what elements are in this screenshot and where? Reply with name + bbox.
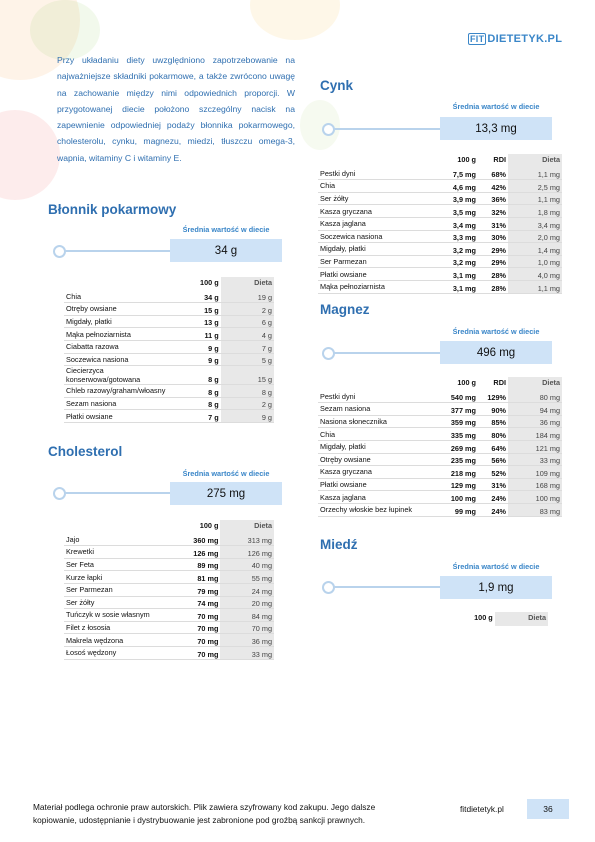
cell-product: Ser Parmezan [64,583,167,596]
cell-value: 70 mg [167,634,220,647]
cell-value: 3,4 mg [422,217,478,230]
cell-diet: 2,5 mg [508,180,562,193]
cell-diet: 19 g [221,291,274,303]
cell-value: 335 mg [422,428,478,441]
cell-value: 3,2 mg [422,243,478,256]
cell-diet: 1,1 mg [508,168,562,180]
page-number: 36 [527,799,569,819]
cell-product: Kasza gryczana [318,205,422,218]
cell-diet: 20 mg [220,596,274,609]
cell-value: 359 mg [422,415,478,428]
cell-diet: 40 mg [220,558,274,571]
table-row [318,230,562,243]
cell-product: Chia [318,428,422,441]
table-row [64,385,274,398]
cell-diet: 70 mg [220,621,274,634]
cell-product: Płatki owsiane [318,268,422,281]
cell-diet: 100 mg [508,491,562,504]
col-header-name [318,154,422,168]
cell-diet: 4,0 mg [508,268,562,281]
table-row [318,180,562,193]
cholesterol-table [64,520,274,660]
col-header-100g: 100 g [474,613,493,623]
table-row [64,366,274,385]
cell-product: Krewetki [64,546,167,559]
cell-value: 64% [478,440,508,453]
cell-product: Mąka pełnoziarnista [64,328,168,341]
decorative-fruit [300,100,340,150]
cell-product: Migdały, płatki [64,315,168,328]
table-row [318,503,562,516]
cell-value: 42% [478,180,508,193]
cell-product: Otręby owsiane [318,453,422,466]
cell-value: 56% [478,453,508,466]
average-value-box: 1,9 mg [440,576,552,599]
cell-diet: 184 mg [508,428,562,441]
cell-value: 9 g [168,340,221,353]
cell-diet: 6 g [221,315,274,328]
cell-diet: 36 mg [220,634,274,647]
average-value-box: 13,3 mg [440,117,552,140]
slider-track [55,250,175,252]
table-row [318,453,562,466]
cell-product: Ciecierzyca konserwowa/gotowana [64,366,168,385]
cell-product: Sezam nasiona [64,397,168,410]
cell-value: 29% [478,255,508,268]
cell-value: 3,5 mg [422,205,478,218]
cell-value: 30% [478,230,508,243]
cell-value: 13 g [168,315,221,328]
cell-diet: 33 mg [508,453,562,466]
cell-value: 70 mg [167,646,220,659]
cell-value: 80% [478,428,508,441]
magnesium-table [318,377,562,517]
slider-knob [53,245,66,258]
cell-value: 28% [478,268,508,281]
cell-diet: 5 g [221,353,274,366]
section-title-magnesium: Magnez [320,302,370,317]
cell-value: 90% [478,403,508,416]
cell-product: Chleb razowy/graham/włoasny [64,385,168,398]
zinc-table [318,154,562,294]
cell-product: Chia [318,180,422,193]
table-row [64,315,274,328]
table-row [64,291,274,303]
table-row [64,534,274,546]
fiber-table [64,277,274,423]
cell-value: 28% [478,280,508,293]
cell-value: 7,5 mg [422,168,478,180]
cell-diet: 4 g [221,328,274,341]
table-row [318,478,562,491]
avg-label: Średnia wartość w diecie [182,225,270,234]
cell-product: Chia [64,291,168,303]
cell-product: Soczewica nasiona [318,230,422,243]
cell-product: Płatki owsiane [318,478,422,491]
table-row [64,546,274,559]
table-row [64,621,274,634]
cell-value: 32% [478,205,508,218]
cell-value: 377 mg [422,403,478,416]
cell-diet: 55 mg [220,571,274,584]
cell-product: Filet z łososia [64,621,167,634]
cell-value: 218 mg [422,466,478,479]
cell-product: Mąka pełnoziarnista [318,280,422,293]
slider-track [328,352,448,354]
table-row [318,280,562,293]
cell-product: Kasza jaglana [318,491,422,504]
cell-diet: 2,0 mg [508,230,562,243]
table-row [318,168,562,180]
col-header: RDI [493,378,506,388]
cell-diet: 109 mg [508,466,562,479]
table-row [318,268,562,281]
cell-value: 235 mg [422,453,478,466]
cell-value: 100 mg [422,491,478,504]
cell-value: 3,2 mg [422,255,478,268]
cell-diet: 9 g [221,410,274,423]
decorative-fruit [250,0,340,40]
cell-product: Migdały, płatki [318,243,422,256]
cell-value: 129% [478,391,508,403]
cell-value: 3,1 mg [422,268,478,281]
intro-paragraph: Przy układaniu diety uwzględniono zapotrzebowanie na najważniejsze składniki pokarmowe, a także zwrócono uwagę na zachowanie między nimi odpowiednich proporcji. W przygotowanej diecie położono szczególny nacisk na zapewnienie odpowiedniej podaży błonnika pokarmowego, cholesterolu, cynku, magnezu, miedzi, tłuszczu omega-3, wapnia, witaminy C i witaminy E. [57,55,295,163]
table-row [64,646,274,659]
col-header: 100 g [457,378,476,388]
table-row [64,303,274,316]
table-row [318,466,562,479]
cell-value: 85% [478,415,508,428]
cell-diet: 2 g [221,397,274,410]
cell-diet: 1,4 mg [508,243,562,256]
cell-value: 24% [478,503,508,516]
cell-diet: 1,1 mg [508,192,562,205]
table-row [318,415,562,428]
cell-diet: 121 mg [508,440,562,453]
cell-product: Ser Feta [64,558,167,571]
cell-value: 31% [478,217,508,230]
cell-diet: 1,1 mg [508,280,562,293]
cell-product: Ser żółty [318,192,422,205]
footer-site-link[interactable]: fitdietetyk.pl [460,804,504,814]
cell-value: 89 mg [167,558,220,571]
cell-diet: 80 mg [508,391,562,403]
cell-product: Soczewica nasiona [64,353,168,366]
cell-value: 24% [478,491,508,504]
cell-value: 81 mg [167,571,220,584]
section-title-fiber: Błonnik pokarmowy [48,202,177,217]
section-title-copper: Miedź [320,537,358,552]
cell-product: Pestki dyni [318,391,422,403]
cell-value: 3,1 mg [422,280,478,293]
cell-value: 79 mg [167,583,220,596]
cell-diet: 15 g [221,366,274,385]
cell-value: 7 g [168,410,221,423]
cell-diet: 313 mg [220,534,274,546]
cell-product: Sezam nasiona [318,403,422,416]
cell-diet: 8 g [221,385,274,398]
cell-product: Jajo [64,534,167,546]
avg-label: Średnia wartość w diecie [452,562,540,571]
col-header-diet: Dieta [495,612,548,626]
cell-value: 8 g [168,366,221,385]
cell-value: 3,9 mg [422,192,478,205]
cell-diet: 83 mg [508,503,562,516]
col-header: RDI [493,155,506,165]
table-row [64,397,274,410]
decorative-fruit [0,110,60,200]
cell-product: Kasza jaglana [318,217,422,230]
cell-product: Ser żółty [64,596,167,609]
table-row [64,353,274,366]
table-row [318,192,562,205]
cell-value: 269 mg [422,440,478,453]
cell-value: 34 g [168,291,221,303]
table-row [318,403,562,416]
col-header: 100 g [199,521,219,531]
table-row [64,609,274,622]
cell-value: 540 mg [422,391,478,403]
cell-value: 11 g [168,328,221,341]
slider-knob [322,347,335,360]
table-row [318,205,562,218]
col-header-name [64,277,168,291]
cell-product: Orzechy włoskie bez łupinek [318,503,422,516]
slider-track [328,128,448,130]
average-value-box: 496 mg [440,341,552,364]
table-row [318,491,562,504]
col-header-name [64,520,167,534]
table-row [64,596,274,609]
slider-track [55,492,175,494]
table-row [318,428,562,441]
cell-diet: 36 mg [508,415,562,428]
slider-knob [322,123,335,136]
cell-value: 3,3 mg [422,230,478,243]
cell-product: Łosoś wędzony [64,646,167,659]
cell-value: 31% [478,478,508,491]
cell-product: Ser Parmezan [318,255,422,268]
cell-value: 74 mg [167,596,220,609]
table-row [64,328,274,341]
slider-track [328,586,448,588]
cell-product: Tuńczyk w sosie własnym [64,609,167,622]
cell-value: 129 mg [422,478,478,491]
table-row [318,391,562,403]
slider-knob [322,581,335,594]
cell-product: Migdały, płatki [318,440,422,453]
table-row [64,583,274,596]
cell-diet: 1,8 mg [508,205,562,218]
cell-diet: 168 mg [508,478,562,491]
cell-value: 99 mg [422,503,478,516]
cell-value: 70 mg [167,621,220,634]
table-row [64,340,274,353]
col-header: Dieta [508,377,562,391]
table-row [64,571,274,584]
cell-product: Ciabatta razowa [64,340,168,353]
average-value-box: 275 mg [170,482,282,505]
cell-product: Pestki dyni [318,168,422,180]
section-title-zinc: Cynk [320,78,354,93]
cell-diet: 33 mg [220,646,274,659]
cell-product: Płatki owsiane [64,410,168,423]
cell-value: 29% [478,243,508,256]
slider-knob [53,487,66,500]
cell-value: 36% [478,192,508,205]
cell-diet: 1,0 mg [508,255,562,268]
average-value-box: 34 g [170,239,282,262]
section-title-cholesterol: Cholesterol [48,444,123,459]
cell-diet: 3,4 mg [508,217,562,230]
cell-product: Nasiona słonecznika [318,415,422,428]
col-header: Dieta [220,520,274,534]
cell-diet: 7 g [221,340,274,353]
cell-diet: 126 mg [220,546,274,559]
cell-value: 126 mg [167,546,220,559]
cell-diet: 24 mg [220,583,274,596]
col-header: 100 g [200,278,219,288]
cell-value: 70 mg [167,609,220,622]
site-logo: FIT DIETETYK.PL [470,33,563,45]
table-row [318,217,562,230]
avg-label: Średnia wartość w diecie [182,469,270,478]
col-header: Dieta [508,154,562,168]
table-row [318,255,562,268]
table-row [64,410,274,423]
table-row [318,440,562,453]
cell-value: 8 g [168,385,221,398]
copper-table [460,612,548,626]
cell-value: 4,6 mg [422,180,478,193]
cell-product: Otręby owsiane [64,303,168,316]
cell-product: Kurze łapki [64,571,167,584]
cell-value: 15 g [168,303,221,316]
cell-product: Kasza gryczana [318,466,422,479]
cell-value: 52% [478,466,508,479]
table-row [64,558,274,571]
cell-value: 8 g [168,397,221,410]
cell-value: 9 g [168,353,221,366]
avg-label: Średnia wartość w diecie [452,327,540,336]
table-row [318,243,562,256]
cell-diet: 94 mg [508,403,562,416]
col-header: 100 g [457,155,476,165]
copyright-notice: Materiał podlega ochronie praw autorskich. Plik zawiera szyfrowany kod zakupu. Jego dalsze kopiowanie, udostępnianie i dystrybuowanie jest zabronione pod groźbą sankcji prawnych. [33,802,376,825]
cell-diet: 2 g [221,303,274,316]
col-header-name [318,377,422,391]
cell-value: 68% [478,168,508,180]
cell-diet: 84 mg [220,609,274,622]
col-header: Dieta [221,277,274,291]
cell-product: Makrela wędzona [64,634,167,647]
decorative-fruit [30,0,100,60]
cell-value: 360 mg [167,534,220,546]
table-row [64,634,274,647]
avg-label: Średnia wartość w diecie [452,102,540,111]
